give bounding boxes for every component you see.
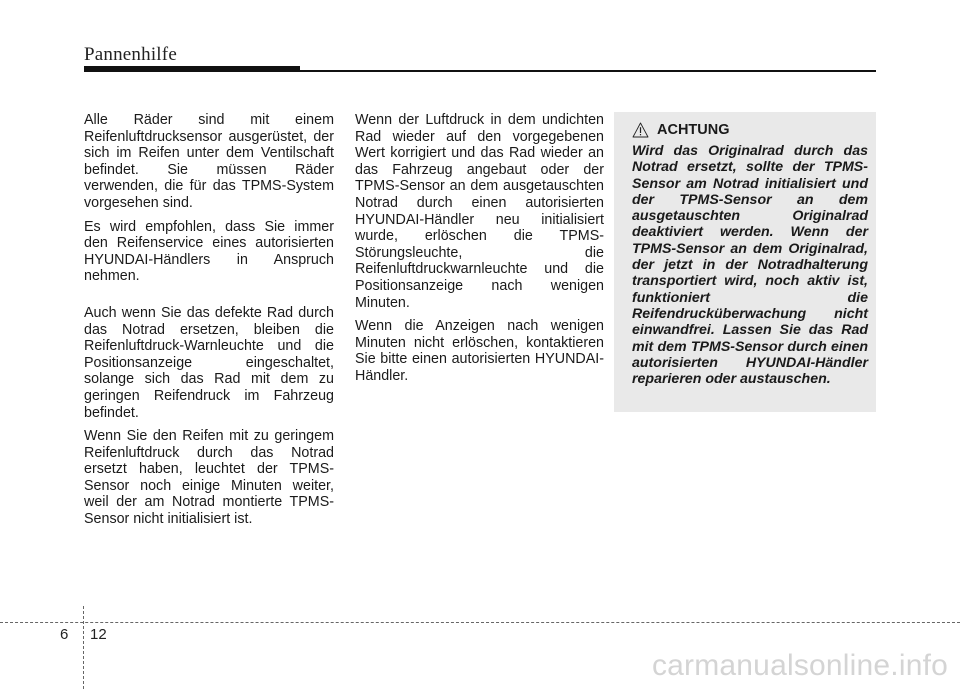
warning-heading-row: [632, 122, 730, 138]
header-rule-thick: [84, 66, 300, 72]
paragraph: Auch wenn Sie das defekte Rad durch das Notrad ersetzen, bleiben die Reifenluftdruck-Warnleuchte und die Positionsanzeige eingeschaltet, solange sich das Rad mit dem zu geringen Reifendruck im Fahrzeug befindet.: [84, 304, 334, 421]
text-column-left: [84, 112, 334, 535]
footer-rule: [0, 622, 960, 623]
header-rule-thin: [300, 70, 876, 72]
paragraph: Es wird empfohlen, dass Sie immer den Reifenservice eines autorisierten HYUNDAI-Händlers in Anspruch nehmen.: [84, 218, 334, 285]
paragraph: Alle Räder sind mit einem Reifenluftdrucksensor ausgerüstet, der sich im Reifen unter dem Ventilschaft befindet. Sie müssen Räder verwenden, die für das TPMS-System vorgesehen sind.: [84, 112, 334, 211]
warning-body: Wird das Originalrad durch das Notrad ersetzt, sollte der TPMS-Sensor am Notrad initialisiert und der TPMS-Sensor an dem ausgetauschten Originalrad deaktiviert werden. Wenn der TPMS-Sensor an dem Originalrad, der jetzt in der Notradhalterung transportiert wird, noch aktiv ist, funktioniert die Reifendrucküberwachung nicht einwandfrei. Lassen Sie das Rad mit dem TPMS-Sensor durch einen autorisierten HYUNDAI-Händler reparieren oder austauschen.: [632, 143, 868, 388]
warning-box: [614, 112, 876, 412]
paragraph: Wenn die Anzeigen nach wenigen Minuten nicht erlöschen, kontaktieren Sie bitte einen autorisierten HYUNDAI-Händler.: [355, 318, 604, 384]
chapter-number: 6: [60, 626, 69, 643]
warning-triangle-icon: [632, 122, 649, 138]
footer-divider: [83, 606, 84, 689]
header-title: Pannenhilfe: [84, 44, 177, 65]
page-number: 12: [90, 626, 107, 643]
warning-heading: ACHTUNG: [657, 122, 730, 138]
text-column-middle: [355, 112, 604, 392]
paragraph: Wenn Sie den Reifen mit zu geringem Reifenluftdruck durch das Notrad ersetzt haben, leuchtet der TPMS-Sensor noch einige Minuten weiter, weil der am Notrad montierte TPMS-Sensor nicht initialisiert ist.: [84, 428, 334, 528]
watermark: carmanualsonline.info: [651, 649, 948, 682]
paragraph: Wenn der Luftdruck in dem undichten Rad wieder auf den vorgegebenen Wert korrigiert und das Rad wieder an das Fahrzeug angebaut oder der TPMS-Sensor an dem ausgetauschten Notrad durch einen autorisierten HYUNDAI-Händler neu initialisiert wurde, erlöschen die TPMS-Störungsleuchte, die Reifenluftdruckwarnleuchte und die Positionsanzeige nach wenigen Minuten.: [355, 112, 604, 311]
